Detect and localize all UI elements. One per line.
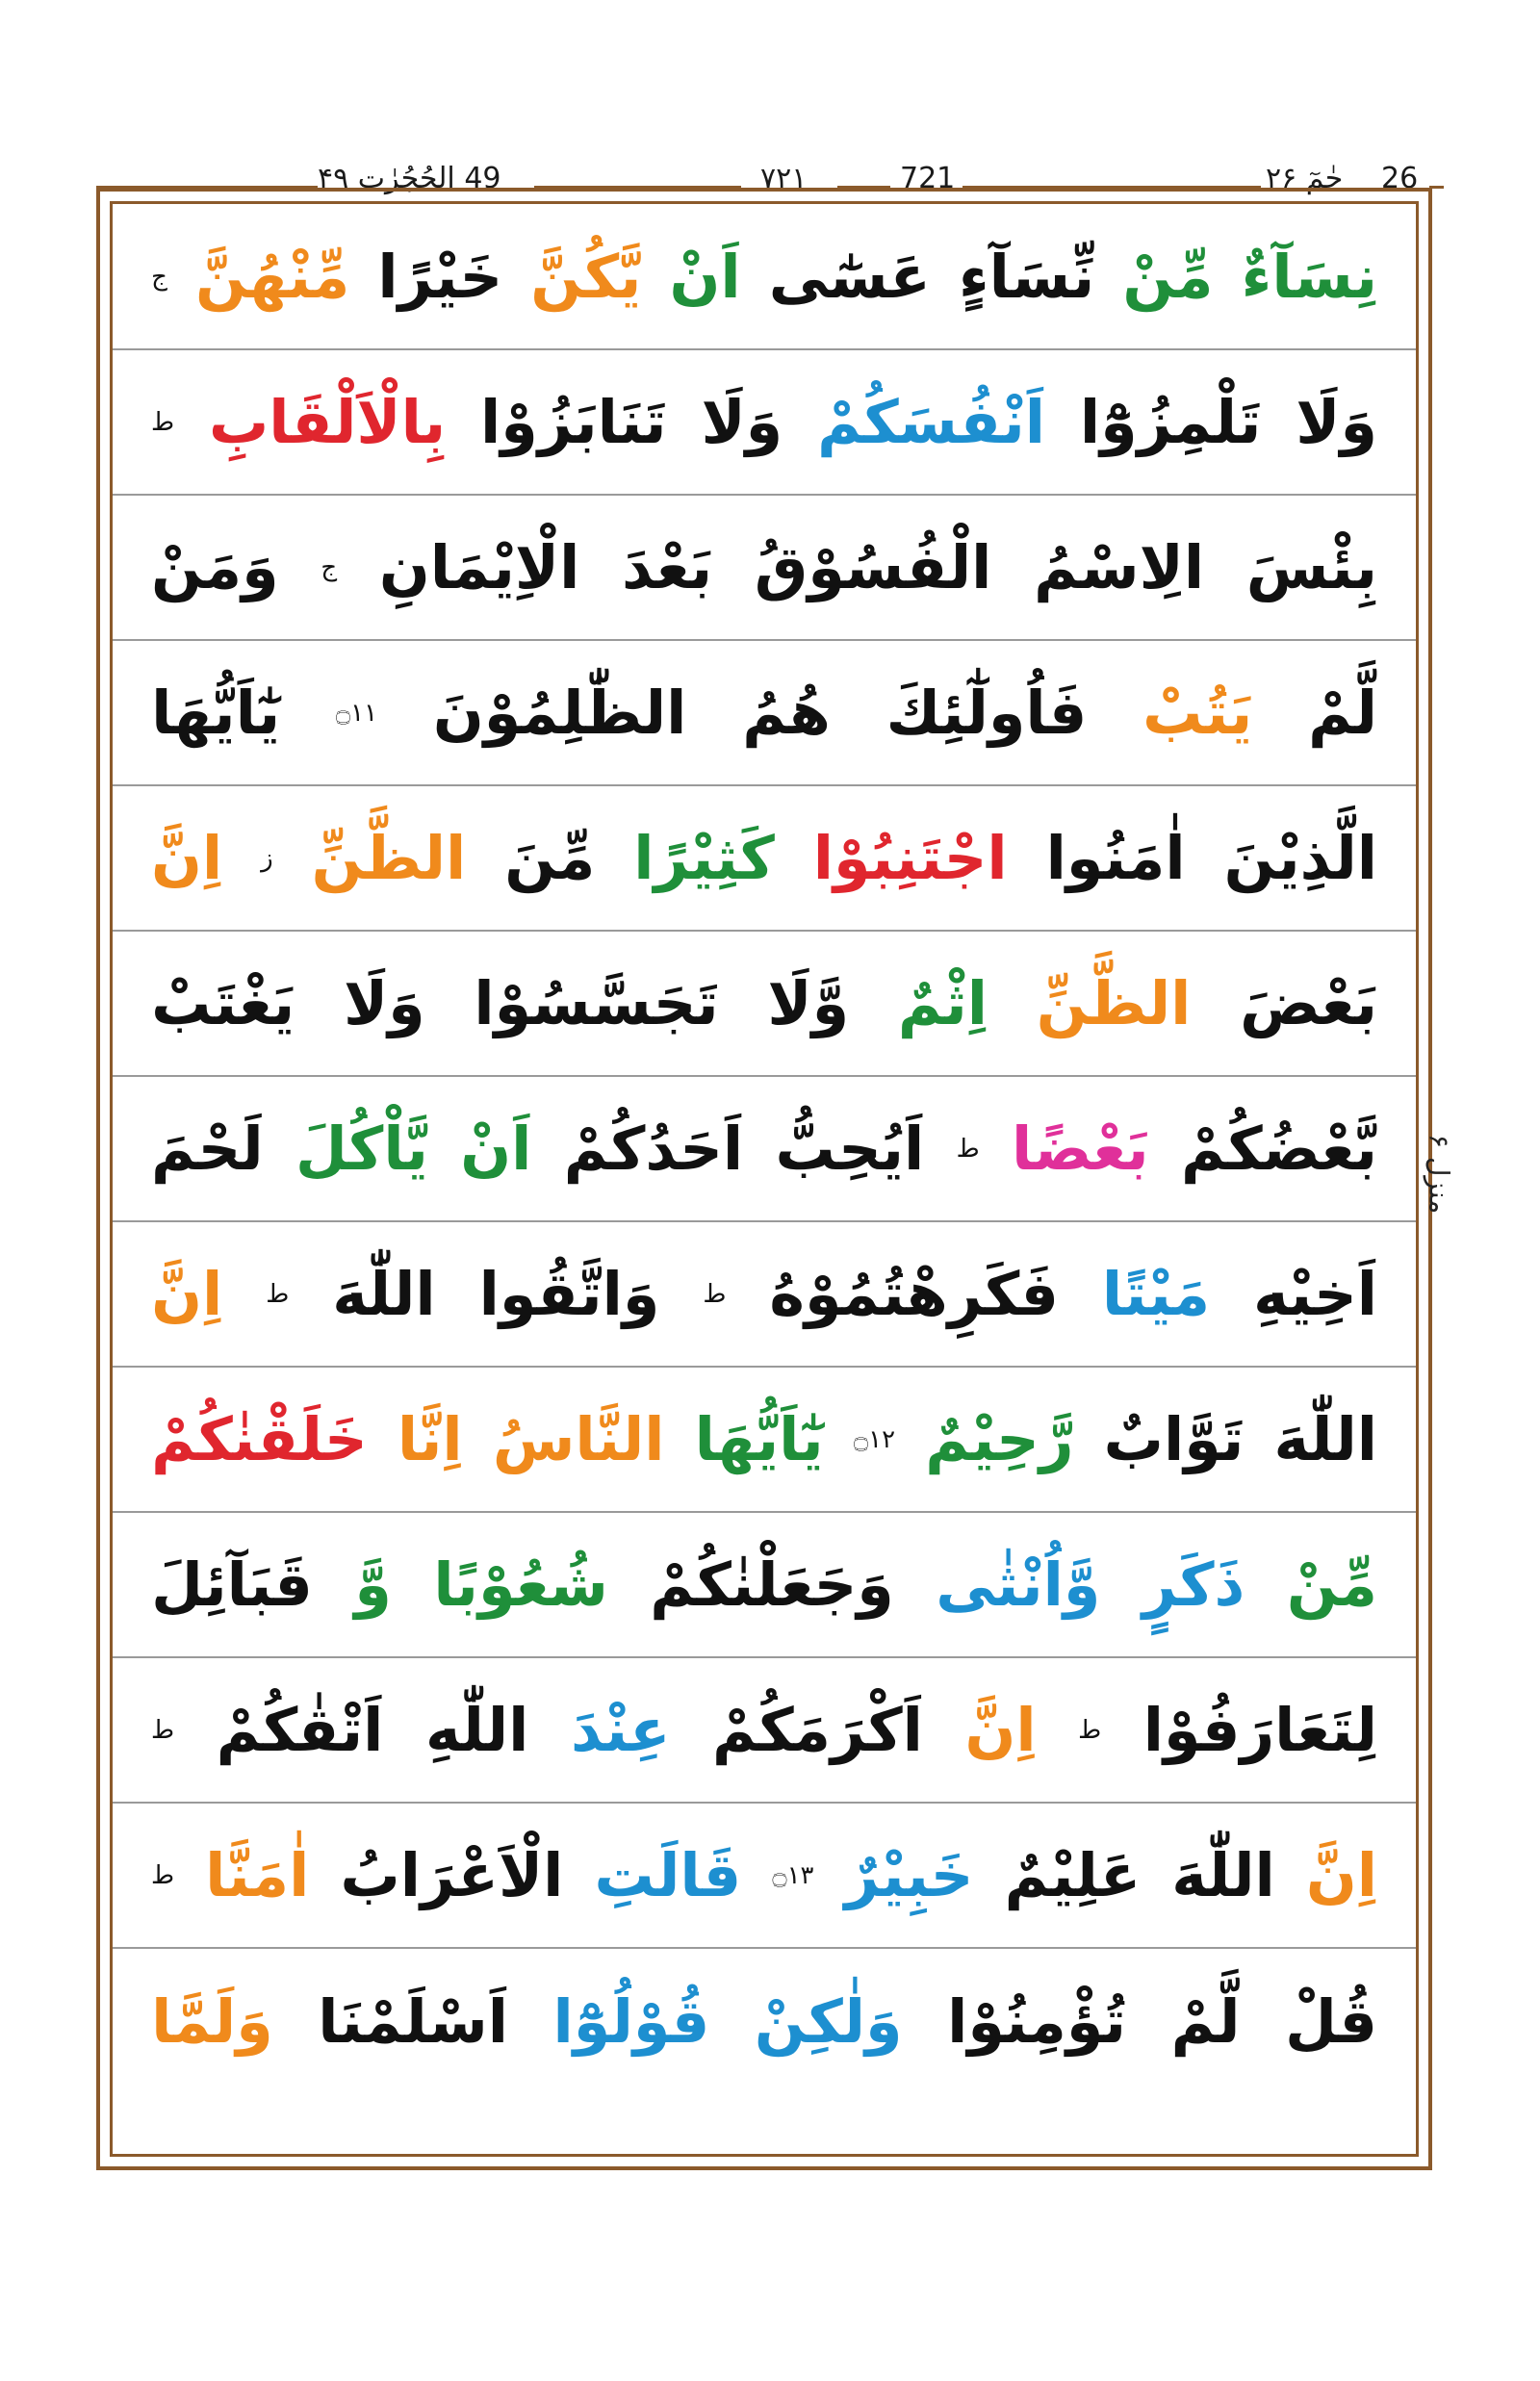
word: تَوَّابٌ [1103,1403,1245,1474]
word: اٰمَنَّا [205,1839,310,1910]
word: اَنْ [669,241,741,312]
word: النَّاسُ [492,1403,665,1474]
word: اِنَّ [151,822,223,893]
word: وَلَمَّا [151,1985,273,2057]
word: قُلْ [1285,1985,1377,2057]
word: وَلَا [344,967,425,1038]
word: اللّٰهَ [332,1258,436,1329]
word: تَنَابَزُوْا [480,386,667,457]
word: اِنَّ [964,1694,1037,1765]
word: اَحَدُكُمْ [563,1113,744,1184]
word: فَكَرِهْتُمُوْهُ [769,1258,1059,1329]
juz-number: 26 [1381,162,1419,195]
waqf-mark: ط [151,1715,175,1745]
word: عِنْدَ [570,1694,671,1765]
word: تَجَسَّسُوْا [474,967,719,1038]
word: فَاُولٰٓئِكَ [886,677,1088,748]
word: تُؤْمِنُوْا [947,1985,1127,2057]
text-line [113,1222,1416,1368]
word: يٰٓاَيُّهَا [694,1403,824,1474]
waqf-mark: ج [151,262,167,292]
word: اللّٰهِ [424,1694,529,1765]
page-number-arabic: ۷۲۱ [760,162,808,195]
word: بَعْدَ [622,531,713,602]
word: بَّعْضُكُمْ [1180,1113,1377,1184]
waqf-mark: ط [1078,1715,1102,1745]
word: الْاِيْمَانِ [378,531,580,602]
word: وَمَنْ [151,531,279,602]
word: خَيْرًا [377,241,503,312]
word: بَعْضًا [1011,1113,1149,1184]
word: كَثِيْرًا [633,822,775,893]
text-line [113,1658,1416,1804]
word: اِثْمٌ [897,967,988,1038]
word: مِّنَ [504,822,596,893]
word: الظّٰلِمُوْنَ [432,677,687,748]
word: الظَّنِّ [1036,967,1192,1038]
word: وَاتَّقُوا [478,1258,660,1329]
word: الظَّنِّ [311,822,467,893]
word: تَلْمِزُوْٓا [1079,386,1262,457]
word: اِنَّ [151,1258,223,1329]
word: لِتَعَارَفُوْا [1142,1694,1377,1765]
word: اللّٰهَ [1273,1403,1377,1474]
word: وَلَا [701,386,783,457]
word: وَجَعَلْنٰكُمْ [650,1549,894,1620]
text-line [113,1804,1416,1949]
word: عَلِيْمٌ [1004,1839,1142,1910]
word: مَيْتًا [1101,1258,1211,1329]
word: خَبِيْرٌ [844,1839,974,1910]
word: عَسٰٓى [768,241,931,312]
word: بِالْاَلْقَابِ [208,386,447,457]
word: الَّذِيْنَ [1223,822,1377,893]
text-line [113,1949,1416,2094]
word: قَبَآئِلَ [151,1549,313,1620]
word: قُوْلُوْٓا [552,1985,710,2057]
surah-name: 49 الحُجُرٰت ۴۹ [318,162,501,195]
word: وَلٰكِنْ [754,1985,903,2057]
waqf-mark: ط [956,1134,980,1164]
page-number: 721 [900,162,956,195]
text-line [113,1368,1416,1513]
text-line [113,786,1416,932]
word: اِنَّ [1305,1839,1377,1910]
word: اَخِيْهِ [1253,1258,1377,1329]
word: اَنْفُسَكُمْ [817,386,1045,457]
word: اٰمَنُوا [1045,822,1186,893]
word: لَّمْ [1308,677,1377,748]
word: وَّاُنْثٰى [936,1549,1101,1620]
text-line [113,1513,1416,1658]
text-line [113,350,1416,496]
waqf-mark: ط [703,1279,727,1309]
word: خَلَقْنٰكُمْ [151,1403,368,1474]
word: بَعْضَ [1240,967,1377,1038]
word: اَتْقٰكُمْ [216,1694,384,1765]
word: لَّمْ [1170,1985,1241,2057]
word: يٰٓاَيُّهَا [151,677,281,748]
waqf-mark: ط [151,1860,175,1890]
word: لَحْمَ [151,1113,264,1184]
word: نِسَآءٌ [1241,241,1377,312]
text-line [113,205,1416,350]
juz-name: حٰمٓ ۲۶ [1266,162,1344,195]
text-line [113,1077,1416,1222]
text-line [113,932,1416,1077]
word: اَيُحِبُّ [775,1113,925,1184]
manzil-side-label [1420,1102,1458,1246]
word: وَّلَا [767,967,850,1038]
ayah-end-marker: ۝۱۳ [772,1860,814,1890]
word: ذَكَرٍ [1142,1549,1245,1620]
word: اللّٰهَ [1171,1839,1275,1910]
waqf-mark: ج [321,552,338,582]
manzil-text: منزل ۶ [1423,1134,1455,1215]
word: وَلَا [1296,386,1377,457]
waqf-mark: ط [266,1279,290,1309]
word: اجْتَنِبُوْا [812,822,1008,893]
word: نِّسَآءٍ [958,241,1095,312]
word: بِئْسَ [1245,531,1377,602]
word: مِّنْهُنَّ [194,241,350,312]
word: اِنَّا [397,1403,463,1474]
word: يَّاْكُلَ [295,1113,428,1184]
word: الْاَعْرَابُ [340,1839,564,1910]
word: هُمُ [742,677,831,748]
word: الْفُسُوْقُ [754,531,992,602]
word: الِاسْمُ [1034,531,1205,602]
word: قَالَتِ [594,1839,742,1910]
word: شُعُوْبًا [433,1549,608,1620]
word: وَّ [354,1549,392,1620]
word: يَّكُنَّ [530,241,642,312]
ayah-end-marker: ۝۱۲ [853,1424,896,1454]
word: رَّحِيْمٌ [925,1403,1074,1474]
word: اَنْ [460,1113,532,1184]
word: مِّنْ [1286,1549,1377,1620]
word: اَسْلَمْنَا [318,1985,508,2057]
word: يَغْتَبْ [151,967,295,1038]
word: يَتُبْ [1142,677,1253,748]
ayah-end-marker: ۝۱۱ [335,698,378,728]
waqf-mark: ط [151,407,175,437]
text-line [113,496,1416,641]
word: اَكْرَمَكُمْ [711,1694,923,1765]
text-line [113,641,1416,786]
waqf-mark: ز [261,843,273,873]
word: مِّنْ [1122,241,1214,312]
